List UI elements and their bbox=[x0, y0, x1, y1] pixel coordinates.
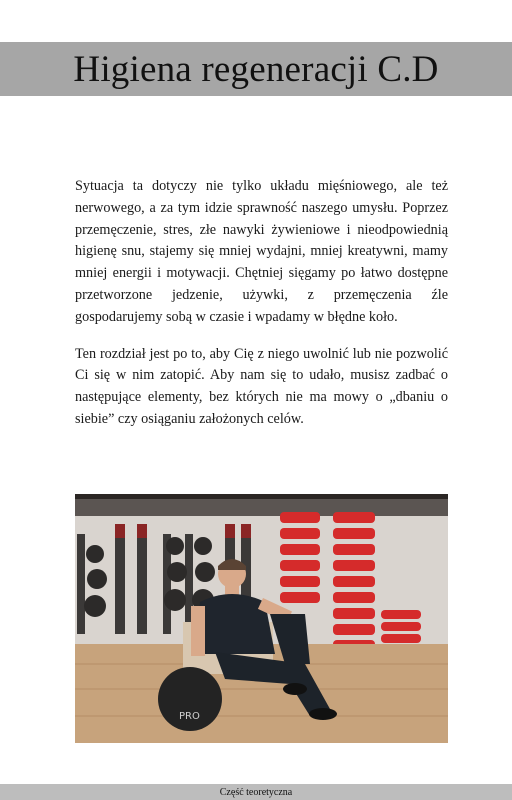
paragraph-2: Ten rozdział jest po to, aby Cię z niego uwolnić lub nie pozwolić Ci się w nim zatopić. Aby nam się to udało, musisz zadbać o następujące elementy, bez których nie ma mowy o „dbaniu o siebie” czy osiąganiu założonych celów. bbox=[75, 345, 448, 427]
ball-lettering: PRO bbox=[179, 711, 200, 722]
gym-photo bbox=[75, 494, 448, 743]
page-title: Higiena regeneracji C.D bbox=[73, 48, 439, 90]
paragraph-1: Sytuacja ta dotyczy nie tylko układu mięśniowego, ale też nerwowego, a za tym idzie sprawność naszego umysłu. Poprzez przemęczenie, stres, złe nawyki żywieniowe i nieodpowiednią higienę snu, stajemy się mniej wydajni, mniej kreatywni, mamy mniej energii i motywacji. Chętniej sięgamy po łatwo dostępne przetworzone jedzenie, używki, z przemęczenia źle gospodarujemy sobą w czasie i wpadamy w błędne koło. bbox=[75, 178, 448, 325]
footer-label: Część teoretyczna bbox=[219, 786, 293, 798]
title-bar bbox=[0, 42, 512, 96]
body-text bbox=[75, 176, 448, 446]
footer-bar bbox=[0, 784, 512, 800]
